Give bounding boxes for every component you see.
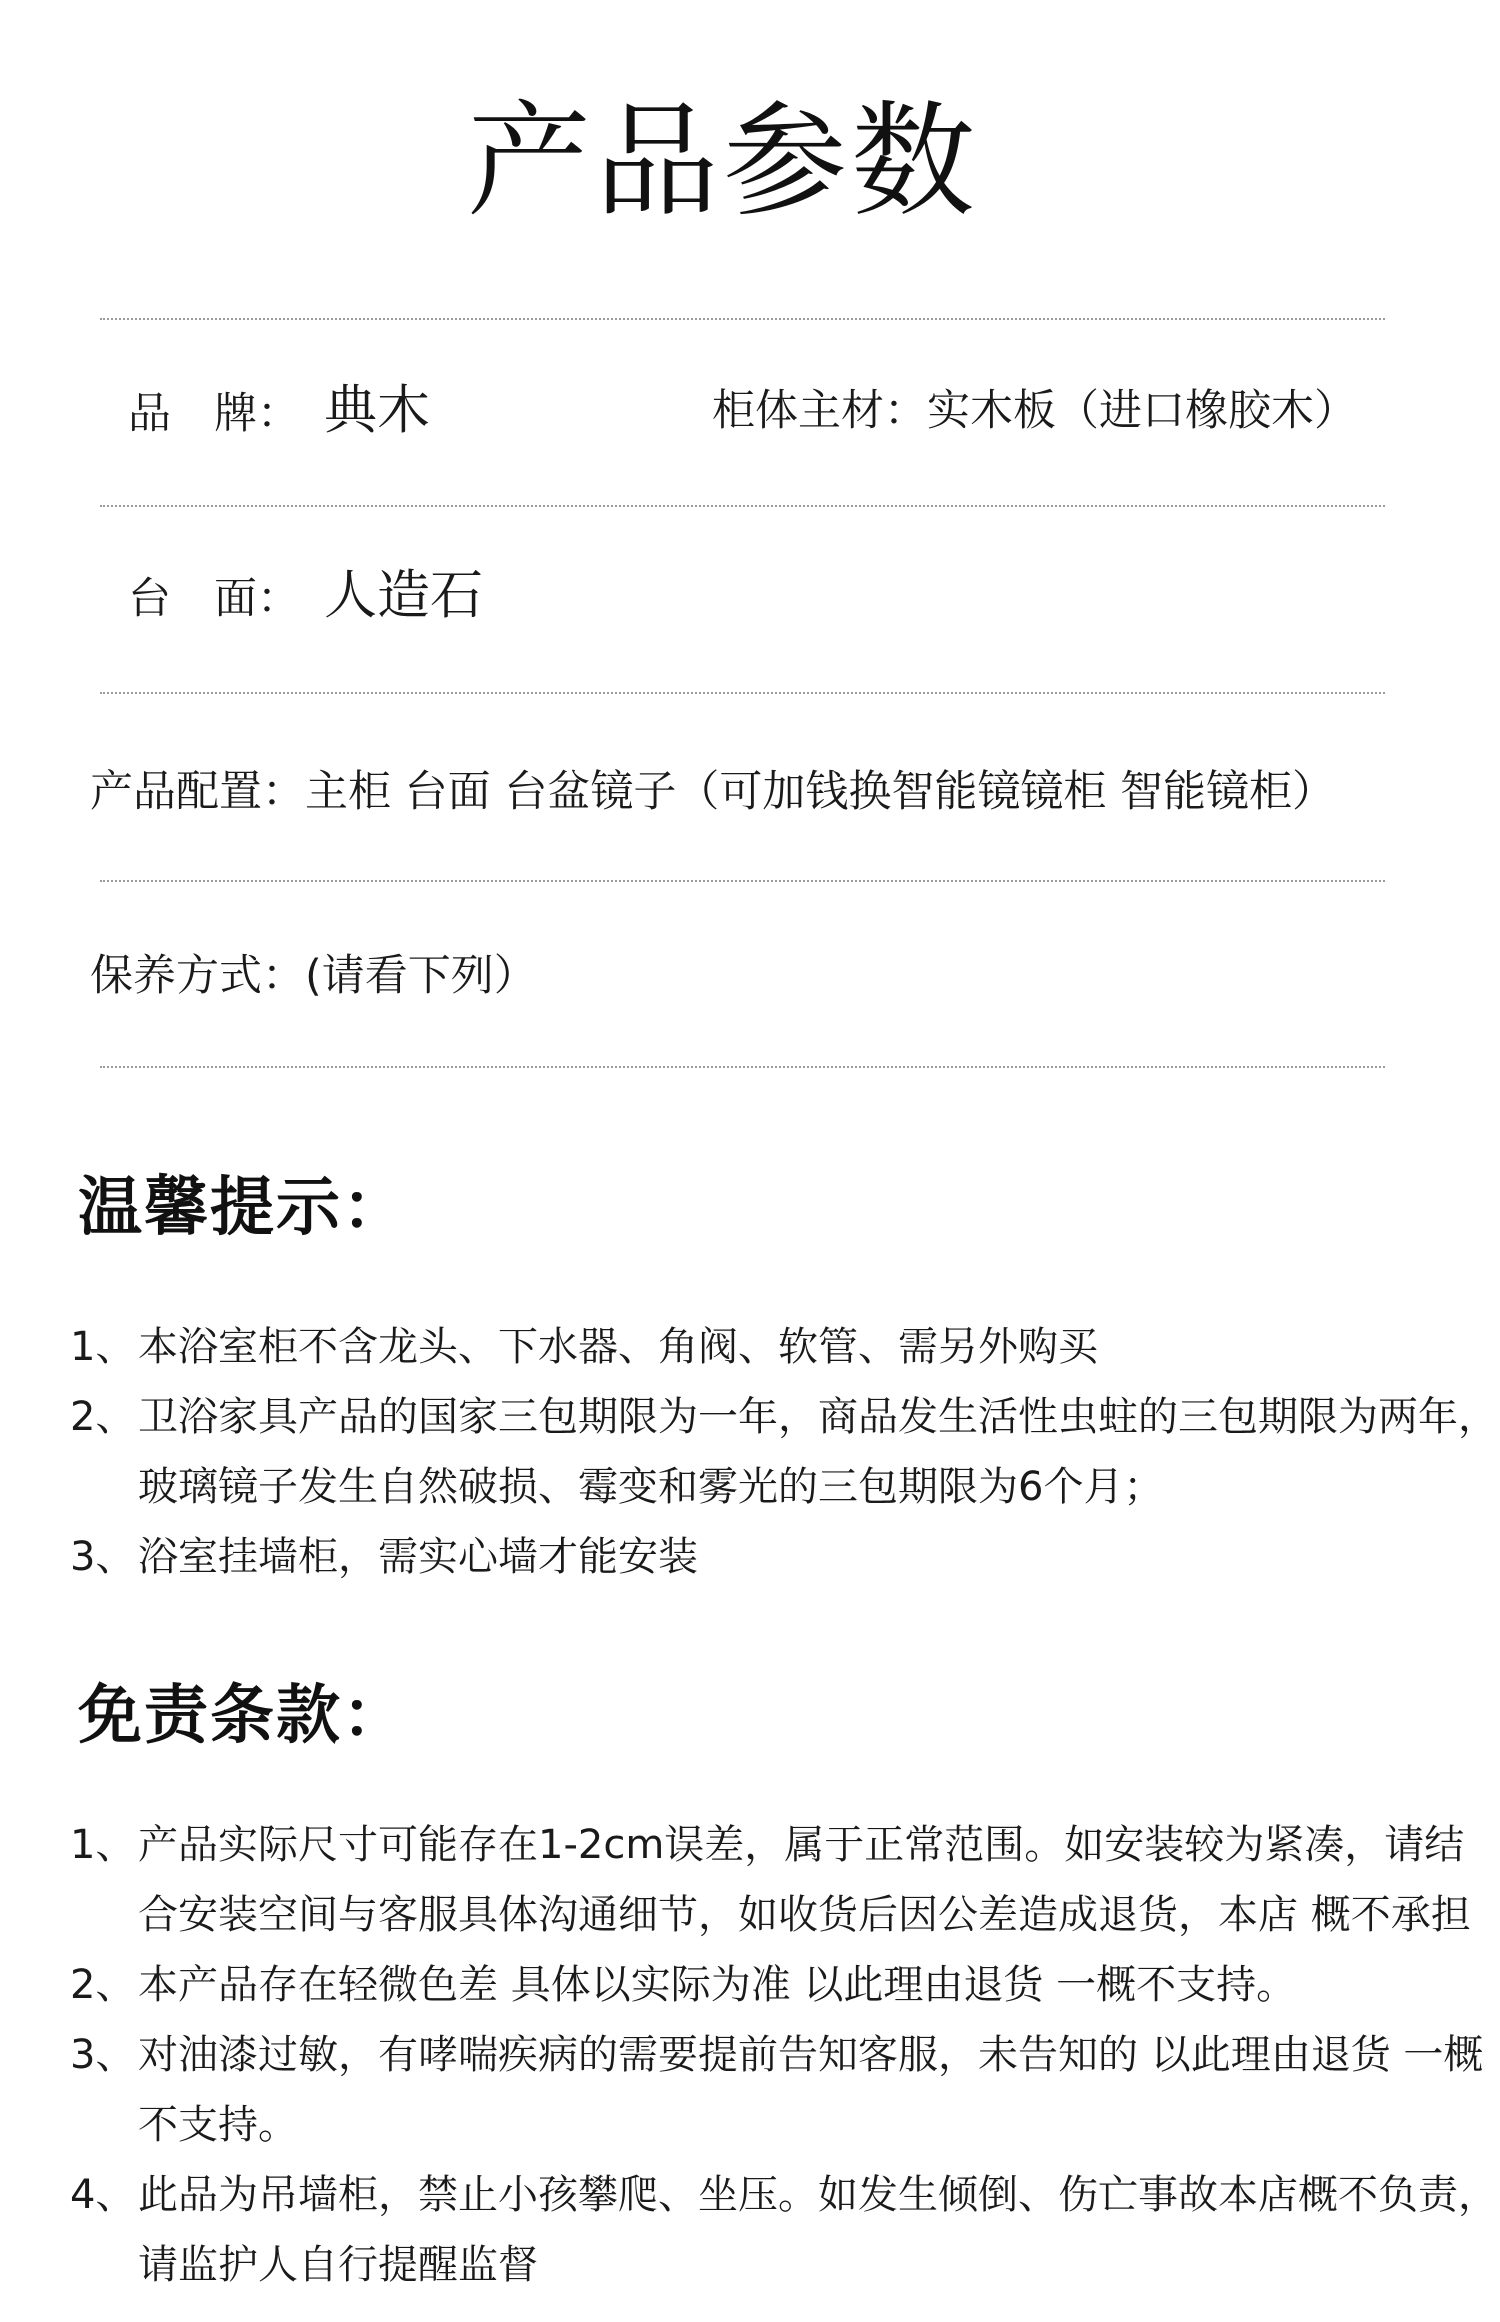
list-item [70,1312,1470,1382]
param-label-countertop: 台 面： [128,574,300,624]
list-item [70,2020,1484,2160]
page-title: 产品参数 [466,90,979,234]
list-item-number: 3、 [70,1534,136,1580]
tips-list [70,1312,1498,1592]
divider [100,318,1385,320]
param-row-config [0,762,1500,882]
list-item [70,1522,1470,1592]
param-label-material: 柜体主材： [712,386,927,436]
param-label-brand: 品 牌： [128,389,300,439]
list-item [70,2160,1498,2300]
list-item-text: 本产品存在轻微色差 具体以实际为准 以此理由退货 一概不支持。 [138,1962,1297,2008]
list-item-text: 产品实际尺寸可能存在1-2cm误差，属于正常范围。如安装较为紧凑，请结合安装空间与客服具体沟通细节，如收货后因公差造成退货，本店 概不承担 [138,1822,1471,1938]
param-material [712,381,1357,441]
list-item-number: 1、 [70,1324,136,1370]
param-care [90,946,537,1006]
list-item-number: 3、 [70,2032,136,2078]
param-countertop [128,566,483,629]
list-item-number: 4、 [70,2172,136,2218]
divider [100,1066,1385,1068]
divider [100,880,1385,882]
disclaimer-heading: 免责条款： [78,1679,408,1753]
disclaimer-list [70,1810,1498,2300]
param-value-care: (请看下列） [305,951,537,1001]
param-label-care: 保养方式： [90,951,305,1001]
list-item-number: 1、 [70,1822,136,1868]
divider [100,692,1385,694]
param-value-config: 主柜 台面 台盆镜子（可加钱换智能镜镜柜 智能镜柜） [305,767,1336,817]
tips-heading: 温馨提示： [78,1171,408,1245]
param-label-config: 产品配置： [90,767,305,817]
param-value-material: 实木板（进口橡胶木） [927,386,1357,436]
param-row-countertop [0,566,1500,686]
list-item-number: 2、 [70,1962,136,2008]
list-item-text: 此品为吊墙柜，禁止小孩攀爬、坐压。如发生倾倒、伤亡事故本店概不负责，请监护人自行提醒监督 [138,2172,1498,2288]
list-item [70,1810,1470,1950]
param-row-brand [0,381,1500,501]
list-item-text: 卫浴家具产品的国家三包期限为一年，商品发生活性虫蛀的三包期限为两年，玻璃镜子发生自然破损、霉变和雾光的三包期限为6个月； [138,1394,1498,1510]
param-config [90,762,1335,822]
list-item [70,1950,1470,2020]
list-item-text: 本浴室柜不含龙头、下水器、角阀、软管、需另外购买 [138,1324,1098,1370]
list-item-text: 对油漆过敏，有哮喘疾病的需要提前告知客服，未告知的 以此理由退货 一概不支持。 [138,2032,1484,2148]
divider [100,505,1385,507]
list-item-number: 2、 [70,1394,136,1440]
param-row-care [0,946,1500,1066]
param-value-brand: 典木 [324,380,430,441]
list-item [70,1382,1498,1522]
param-value-countertop: 人造石 [324,565,483,626]
param-brand [128,381,430,444]
list-item-text: 浴室挂墙柜，需实心墙才能安装 [138,1534,698,1580]
